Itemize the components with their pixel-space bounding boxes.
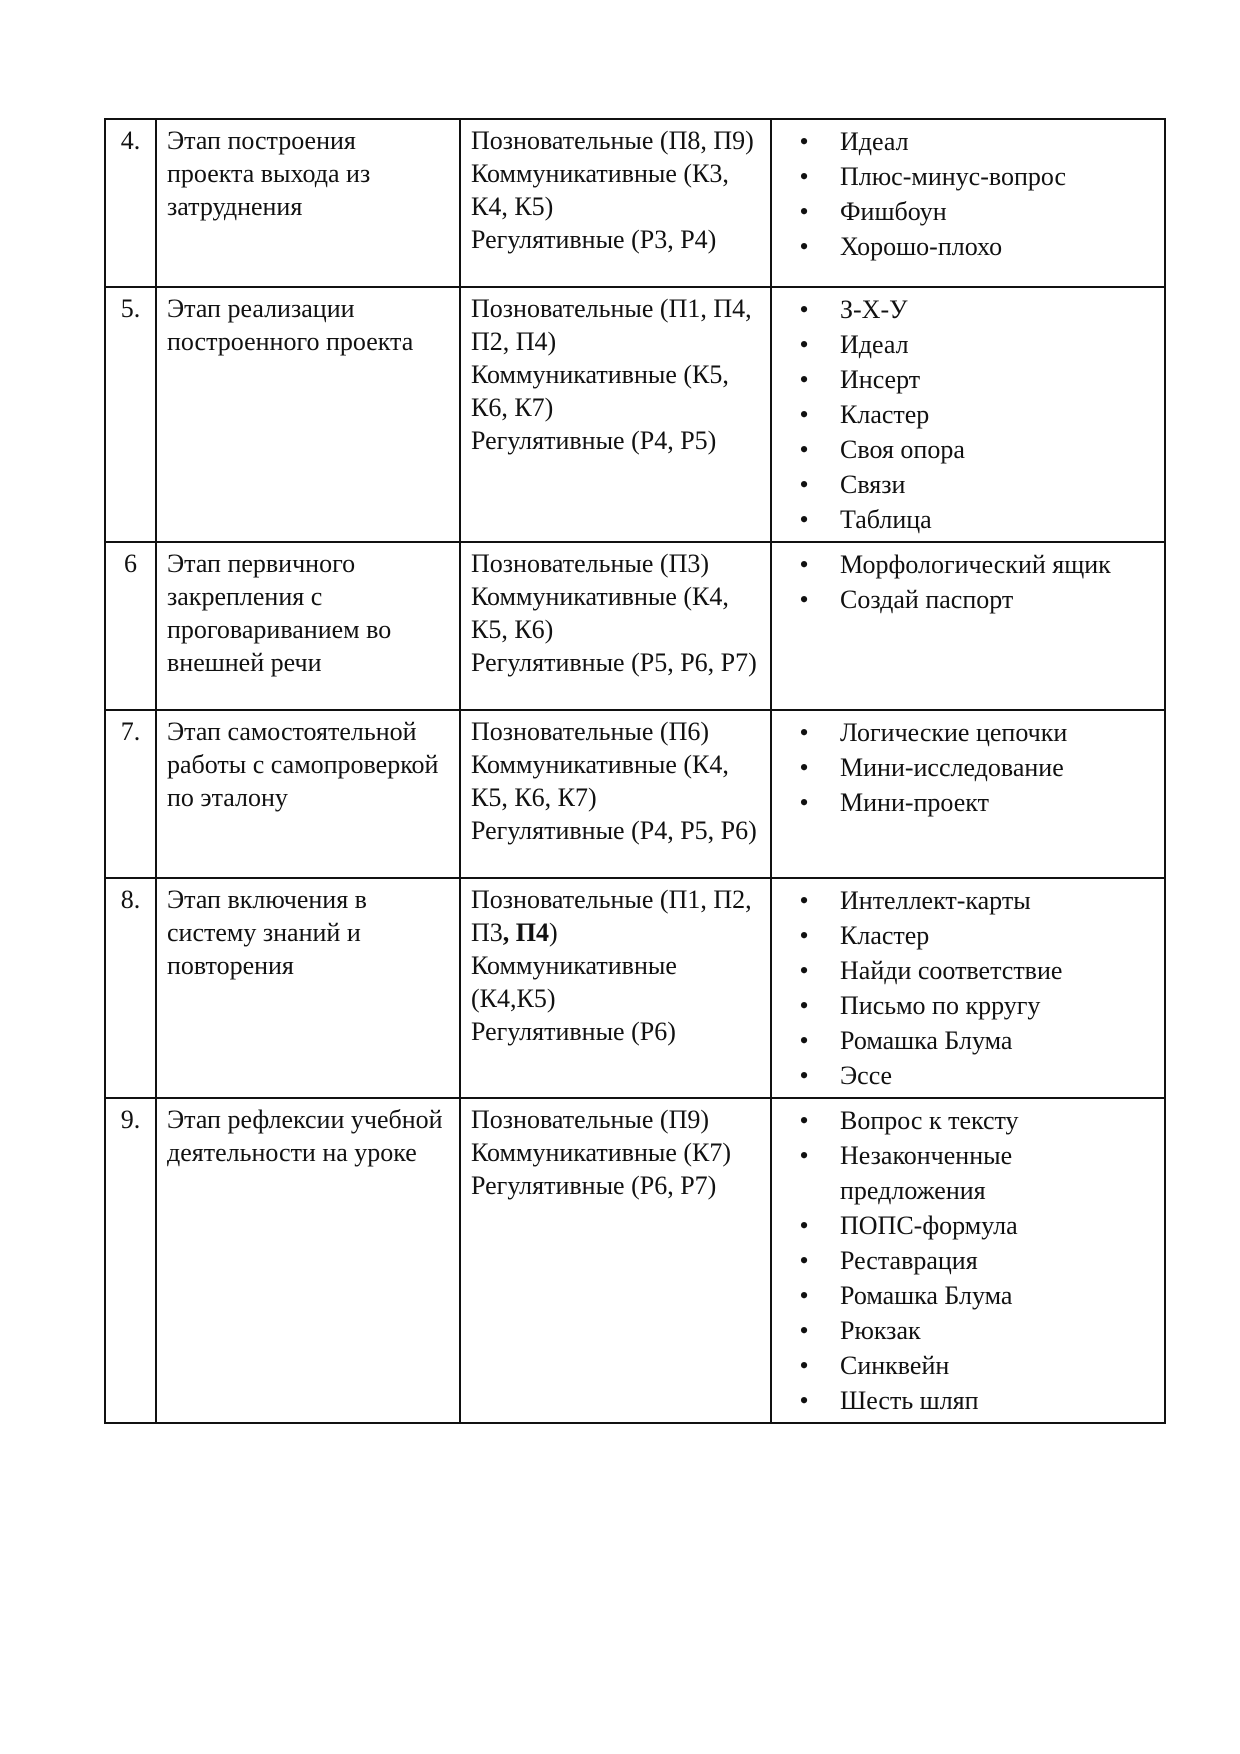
techniques-cell [771,710,1165,878]
uud-regulatory: Регулятивные (Р4, Р5) [471,426,717,455]
bullet-icon: • [799,1246,809,1275]
list-item: • Хорошо-плохо [782,229,1154,264]
bullet-icon: • [799,788,809,817]
stage-number: 7. [105,710,156,878]
list-item: • Логические цепочки [782,715,1154,750]
list-item: • Эссе [782,1058,1154,1093]
uud-cell [460,878,771,1098]
uud-cognitive: Позновательные (П1, П2, П3, П4) [471,885,752,947]
bullet-icon: • [799,197,809,226]
uud-cell [460,287,771,542]
uud-regulatory: Регулятивные (Р5, Р6, Р7) [471,648,757,677]
table-row [105,1098,1165,1423]
stage-name [156,1098,460,1423]
uud-cell [460,119,771,287]
stage-name [156,287,460,542]
uud-cognitive: Позновательные (П1, П4, П2, П4) [471,294,752,356]
techniques-cell [771,1098,1165,1423]
bullet-icon: • [799,886,809,915]
stage-text: Этап построения проекта выхода из затруднения [167,126,371,221]
stage-number: 5. [105,287,156,542]
techniques-list [782,124,1154,264]
techniques-list [782,883,1154,1093]
bullet-icon: • [799,505,809,534]
bullet-icon: • [799,1026,809,1055]
bullet-icon: • [799,550,809,579]
list-item: • Шесть шляп [782,1383,1154,1418]
techniques-cell [771,119,1165,287]
bullet-icon: • [799,921,809,950]
bullet-icon: • [799,1141,809,1170]
bullet-icon: • [799,1281,809,1310]
uud-cell [460,542,771,710]
uud-communicative: Коммуникативные (К3, К4, К5) [471,159,729,221]
list-item: • Ромашка Блума [782,1278,1154,1313]
stage-text: Этап включения в систему знаний и повторения [167,885,367,980]
list-item: • Создай паспорт [782,582,1154,617]
list-item: • Таблица [782,502,1154,537]
list-item: • Идеал [782,327,1154,362]
uud-cognitive: Позновательные (П3) [471,549,710,578]
bullet-icon: • [799,127,809,156]
list-item: • Интеллект-карты [782,883,1154,918]
techniques-cell [771,542,1165,710]
list-item: • Связи [782,467,1154,502]
list-item: • Найди соответствие [782,953,1154,988]
list-item: • З-Х-У [782,292,1154,327]
uud-communicative: Коммуникативные (К4, К5, К6, К7) [471,750,729,812]
uud-cell [460,710,771,878]
table-row [105,542,1165,710]
list-item: • Письмо по крругу [782,988,1154,1023]
uud-cognitive: Позновательные (П9) [471,1105,710,1134]
bullet-icon: • [799,991,809,1020]
stage-text: Этап рефлексии учебной деятельности на уроке [167,1105,443,1167]
table-row [105,119,1165,287]
table-row [105,710,1165,878]
table-row [105,287,1165,542]
list-item: • ПОПС-формула [782,1208,1154,1243]
bullet-icon: • [799,585,809,614]
stage-name [156,119,460,287]
stage-number: 4. [105,119,156,287]
list-item: • Незаконченные предложения [782,1138,1154,1208]
bullet-icon: • [799,295,809,324]
uud-cell [460,1098,771,1423]
list-item: • Кластер [782,918,1154,953]
stage-name [156,878,460,1098]
list-item: • Ромашка Блума [782,1023,1154,1058]
list-item: • Синквейн [782,1348,1154,1383]
list-item: • Инсерт [782,362,1154,397]
stage-number: 8. [105,878,156,1098]
list-item: • Вопрос к тексту [782,1103,1154,1138]
bullet-icon: • [799,435,809,464]
list-item: • Морфологический ящик [782,547,1154,582]
bullet-icon: • [799,1386,809,1415]
list-item: • Плюс-минус-вопрос [782,159,1154,194]
list-item: • Кластер [782,397,1154,432]
bullet-icon: • [799,1061,809,1090]
stage-text: Этап реализации построенного проекта [167,294,414,356]
table-row [105,878,1165,1098]
techniques-list [782,1103,1154,1418]
bold-fragment: , П4 [502,918,550,947]
bullet-icon: • [799,400,809,429]
lesson-stages-table [104,118,1166,1424]
uud-cognitive: Позновательные (П8, П9) [471,126,754,155]
bullet-icon: • [799,365,809,394]
bullet-icon: • [799,1211,809,1240]
stage-name [156,542,460,710]
techniques-list [782,547,1154,617]
bullet-icon: • [799,330,809,359]
list-item: • Своя опора [782,432,1154,467]
techniques-list [782,292,1154,537]
uud-regulatory: Регулятивные (Р6, Р7) [471,1171,717,1200]
uud-communicative: Коммуникативные (К5, К6, К7) [471,360,729,422]
uud-regulatory: Регулятивные (Р3, Р4) [471,225,717,254]
bullet-icon: • [799,753,809,782]
techniques-list [782,715,1154,820]
bullet-icon: • [799,718,809,747]
techniques-cell [771,878,1165,1098]
list-item: • Идеал [782,124,1154,159]
bullet-icon: • [799,162,809,191]
bullet-icon: • [799,1106,809,1135]
list-item: • Рюкзак [782,1313,1154,1348]
bullet-icon: • [799,1351,809,1380]
techniques-cell [771,287,1165,542]
bullet-icon: • [799,232,809,261]
uud-regulatory: Регулятивные (Р6) [471,1017,676,1046]
uud-communicative: Коммуникативные (К7) [471,1138,732,1167]
uud-cognitive: Позновательные (П6) [471,717,710,746]
stage-number: 9. [105,1098,156,1423]
uud-regulatory: Регулятивные (Р4, Р5, Р6) [471,816,757,845]
list-item: • Реставрация [782,1243,1154,1278]
list-item: • Мини-проект [782,785,1154,820]
bullet-icon: • [799,1316,809,1345]
list-item: • Мини-исследование [782,750,1154,785]
stage-name [156,710,460,878]
uud-communicative: Коммуникативные (К4, К5, К6) [471,582,729,644]
stage-number: 6 [105,542,156,710]
list-item: • Фишбоун [782,194,1154,229]
stage-text: Этап самостоятельной работы с самопроверкой по эталону [167,717,439,812]
bullet-icon: • [799,470,809,499]
uud-communicative: Коммуникативные (К4,К5) [471,951,677,1013]
stage-text: Этап первичного закрепления с проговариванием во внешней речи [167,549,392,677]
bullet-icon: • [799,956,809,985]
